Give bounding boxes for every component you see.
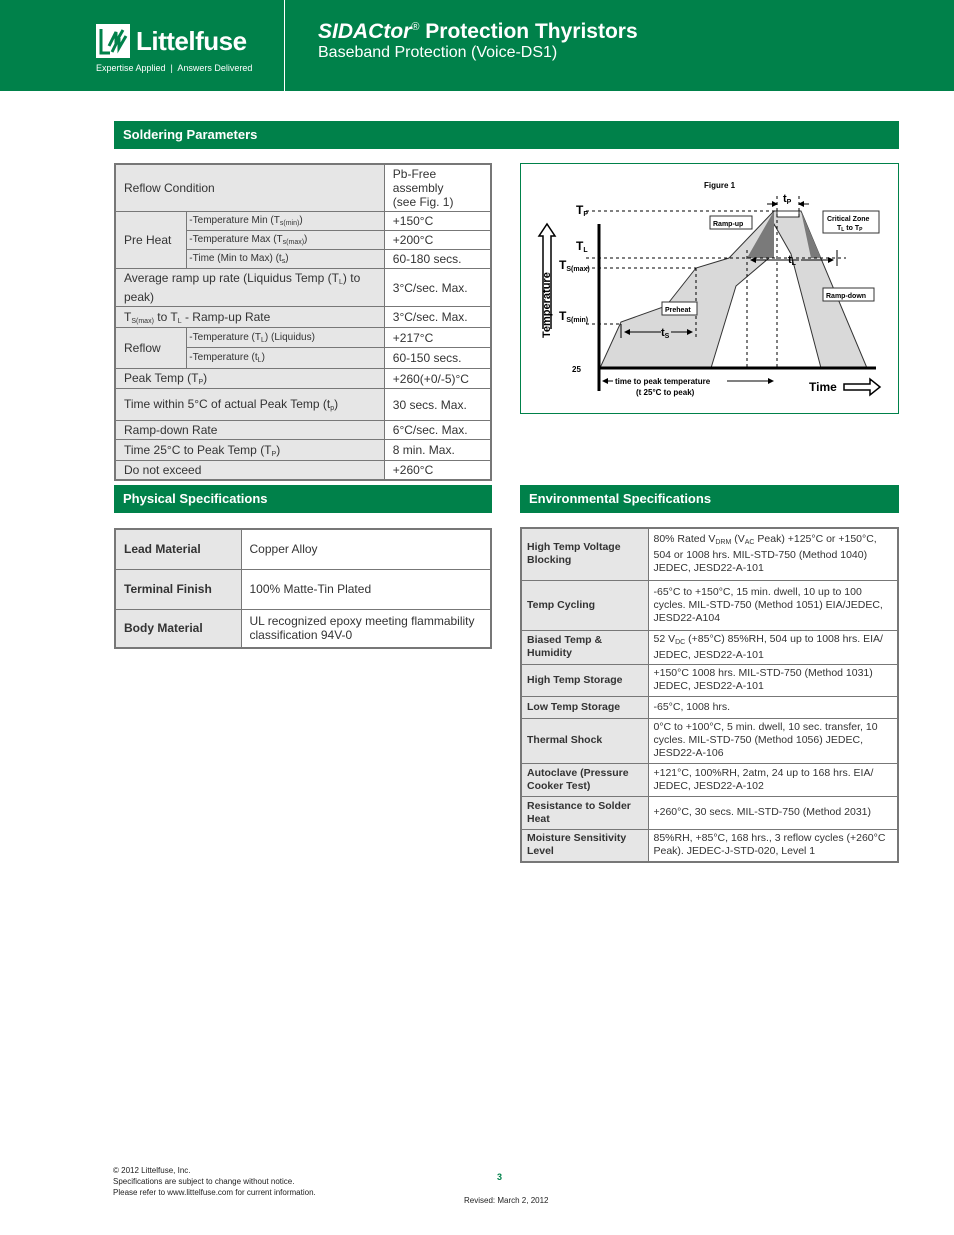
page-title (318, 20, 638, 44)
physical-table (114, 528, 492, 649)
env-key: Thermal Shock (521, 718, 648, 763)
tsmin-label: TS(min) (559, 309, 589, 324)
env-key: Biased Temp & Humidity (521, 630, 648, 664)
env-value: 52 VDC (+85°C) 85%RH, 504 up to 1008 hrs. EIA/ JEDEC, JESD22-A-101 (648, 630, 898, 664)
page-number: 3 (497, 1172, 503, 1182)
preheat-min-value: +150°C (384, 212, 491, 231)
time25-value: 8 min. Max. (384, 440, 491, 461)
title-brand: SIDACtor (318, 20, 412, 43)
figure-caption: Figure 1 (704, 181, 736, 190)
physical-heading: Physical Specifications (114, 485, 492, 513)
logo-tagline: Expertise Applied | Answers Delivered (96, 63, 253, 73)
reflow-liquidus-value: +217°C (384, 328, 491, 348)
physical-value: 100% Matte-Tin Plated (241, 569, 491, 609)
do-not-exceed-value: +260°C (384, 461, 491, 481)
env-value: +260°C, 30 secs. MIL-STD-750 (Method 2031) (648, 796, 898, 829)
ramp-down-label: Ramp-down (826, 293, 867, 300)
time-within-value: 30 secs. Max. (384, 389, 491, 421)
tagline-right: Answers Delivered (177, 63, 253, 73)
ts-ramp-value: 3°C/sec. Max. (384, 307, 491, 328)
page-header (0, 0, 954, 91)
preheat-min-label: -Temperature Min $(T_{s(min)})$ (187, 212, 384, 231)
environmental-heading: Environmental Specifications (520, 485, 899, 513)
page-subtitle: Baseband Protection (Voice-DS1) (318, 44, 558, 61)
tsmax-label: TS(max) (559, 258, 590, 273)
see-fig-text: (see Fig. 1) (392, 195, 454, 209)
env-key: High Temp Storage (521, 664, 648, 696)
time25-label: Time 25°C to Peak Temp (TP) (115, 440, 384, 461)
y-axis-label: Temperature (541, 272, 553, 338)
env-value: -65°C to +150°C, 15 min. dwell, 10 up to 100 cycles. MIL-STD-750 (Method 1051) EIA/JEDEC, JESD22-A104 (648, 580, 898, 630)
footer-line2: Specifications are subject to change without notice. (113, 1177, 295, 1186)
env-value: 85%RH, +85°C, 168 hrs., 3 reflow cycles (+260°C Peak). JEDEC-J-STD-020, Level 1 (648, 829, 898, 862)
tl-small-label: tL (788, 254, 796, 267)
littelfuse-logo (96, 24, 256, 80)
reflow-condition-value (384, 164, 491, 212)
footer-copyright (113, 1165, 316, 1198)
env-key: Autoclave (Pressure Cooker Test) (521, 763, 648, 796)
env-value: 80% Rated VDRM (VAC Peak) +125°C or +150°C, 504 or 1008 hrs. MIL-STD-750 (Method 1040) JEDEC, JESD22-A-101 (648, 528, 898, 580)
critical-zone-line1: Critical Zone (827, 216, 870, 223)
littelfuse-logo-icon (96, 24, 130, 58)
reflow-condition-label: Reflow Condition (115, 164, 384, 212)
preheat-time-value: 60-180 secs. (384, 250, 491, 269)
physical-value: UL recognized epoxy meeting flammability classification 94V-0 (241, 609, 491, 648)
avg-ramp-label: Average ramp up rate (Liquidus Temp (TL) to peak) (115, 269, 384, 307)
tp-label: TP (576, 203, 589, 218)
ts-ramp-label: TS(max) to TL - Ramp-up Rate (115, 307, 384, 328)
env-value: +121°C, 100%RH, 2atm, 24 up to 168 hrs. EIA/ JEDEC, JESD22-A-102 (648, 763, 898, 796)
pb-free-text: Pb-Free assembly (392, 167, 444, 195)
tagline-left: Expertise Applied (96, 63, 166, 73)
ramp-down-value: 6°C/sec. Max. (384, 421, 491, 440)
preheat-max-label: -Temperature Max $(T_{s(max)})$ (187, 231, 384, 250)
revised-date: Revised: March 2, 2012 (464, 1196, 549, 1205)
logo-wordmark: Littelfuse (136, 26, 247, 56)
env-key: Temp Cycling (521, 580, 648, 630)
soldering-table (114, 163, 492, 481)
ramp-up-label: Ramp-up (713, 221, 744, 228)
preheat-time-label: -Time (Min to Max) $(t_s)$ (187, 250, 384, 269)
reflow-time-value: 60-150 secs. (384, 348, 491, 369)
physical-key: Lead Material (115, 529, 241, 569)
reflow-liquidus-label: -Temperature $(T_L)$ (Liquidus) (187, 328, 384, 348)
t25-label: 25 (572, 365, 581, 374)
env-key: High Temp Voltage Blocking (521, 528, 648, 580)
title-reg: ® (411, 21, 420, 33)
ts-small-label: tS (661, 327, 670, 340)
time-within-label: Time within 5°C of actual Peak Temp (tp) (115, 389, 384, 421)
preheat-max-value: +200°C (384, 231, 491, 250)
tp-small-label: tP (783, 193, 792, 206)
env-key: Moisture Sensitivity Level (521, 829, 648, 862)
preheat-label-fig: Preheat (665, 307, 691, 314)
env-key: Resistance to Solder Heat (521, 796, 648, 829)
avg-ramp-value: 3°C/sec. Max. (384, 269, 491, 307)
preheat-label: Pre Heat (115, 212, 187, 269)
time-to-peak-line1: time to peak temperature (615, 377, 711, 386)
soldering-heading: Soldering Parameters (114, 121, 899, 149)
reflow-profile-figure (520, 163, 899, 414)
env-value: -65°C, 1008 hrs. (648, 696, 898, 718)
environmental-table (520, 527, 899, 863)
tl-label: TL (576, 239, 588, 254)
reflow-label: Reflow (115, 328, 187, 369)
env-key: Low Temp Storage (521, 696, 648, 718)
footer-line1: © 2012 Littelfuse, Inc. (113, 1166, 191, 1175)
header-divider (284, 0, 285, 91)
env-value: 0°C to +100°C, 5 min. dwell, 10 sec. transfer, 10 cycles. MIL-STD-750 (Method 1056) JEDEC, JESD22-A-106 (648, 718, 898, 763)
physical-key: Body Material (115, 609, 241, 648)
reflow-profile-diagram (521, 164, 900, 415)
title-rest: Protection Thyristors (419, 20, 638, 43)
peak-temp-label: Peak Temp (TP) (115, 369, 384, 389)
physical-value: Copper Alloy (241, 529, 491, 569)
footer-line3: Please refer to www.littelfuse.com for current information. (113, 1188, 316, 1197)
x-axis-label: Time (809, 380, 837, 394)
time-arrow-icon (844, 379, 880, 395)
env-value: +150°C 1008 hrs. MIL-STD-750 (Method 1031) JEDEC, JESD22-A-101 (648, 664, 898, 696)
physical-key: Terminal Finish (115, 569, 241, 609)
peak-plateau (777, 211, 799, 217)
time-to-peak-line2: (t 25°C to peak) (636, 388, 695, 397)
critical-zone-line2: TL to TP (837, 225, 863, 233)
do-not-exceed-label: Do not exceed (115, 461, 384, 481)
ramp-down-label: Ramp-down Rate (115, 421, 384, 440)
reflow-time-label: -Temperature $(t_L)$ (187, 348, 384, 369)
peak-temp-value: +260(+0/-5)°C (384, 369, 491, 389)
